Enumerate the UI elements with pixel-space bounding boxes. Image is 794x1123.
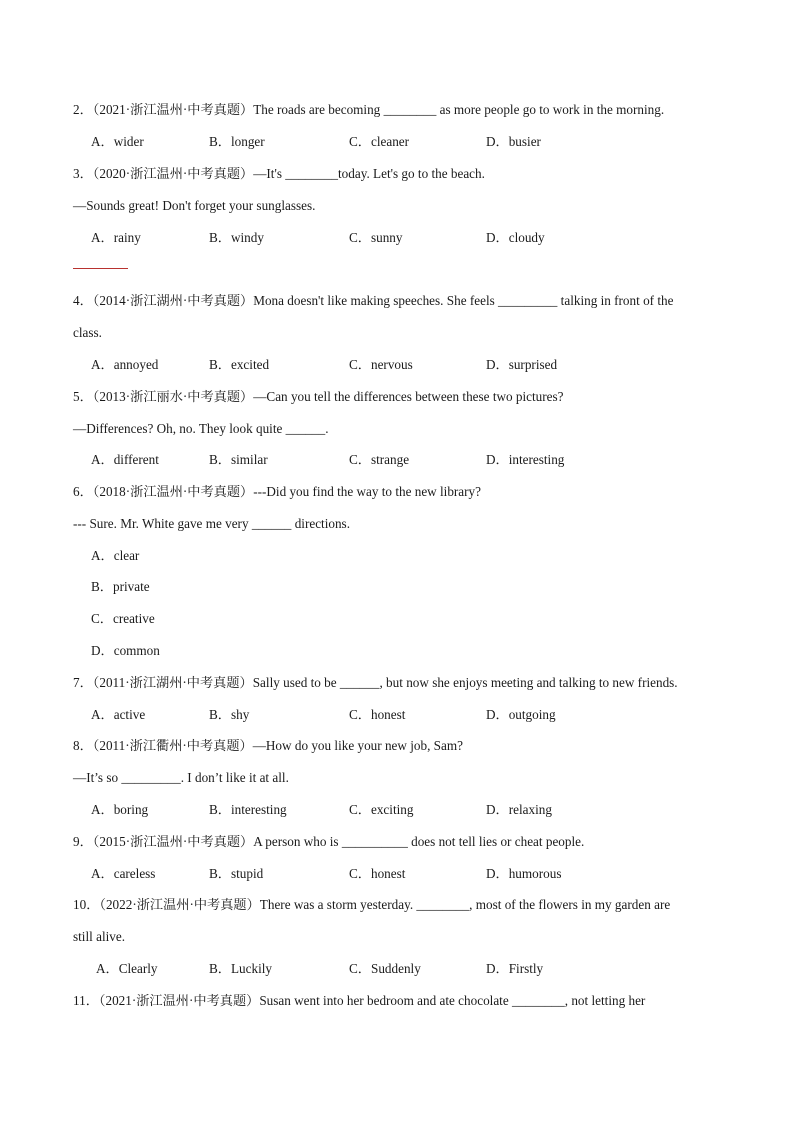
option-a: A．annoyed — [91, 357, 159, 372]
option-c: C．creative — [91, 611, 155, 626]
question-10-stem: 10．（2022·浙江温州·中考真题）There was a storm yesterday. ________, most of the flowers in my garden are — [73, 897, 671, 912]
option-c: C．Suddenly — [349, 961, 421, 976]
option-c: C．strange — [349, 452, 410, 467]
question-11-stem: 11．（2021·浙江温州·中考真题）Susan went into her bedroom and ate chocolate ________, not letting her — [73, 993, 646, 1008]
option-d: D．humorous — [486, 866, 562, 881]
question-7-stem: 7．（2011·浙江湖州·中考真题）Sally used to be ______, but now she enjoys meeting and talking to new friends. — [73, 675, 678, 690]
option-a: A．clear — [91, 548, 140, 563]
option-d: D．cloudy — [486, 230, 545, 245]
option-b: B．shy — [209, 707, 250, 722]
question-8-stem: 8．（2011·浙江衢州·中考真题）—How do you like your new job, Sam? — [73, 738, 463, 753]
option-b: B．longer — [209, 134, 265, 149]
option-d: D．surprised — [486, 357, 558, 372]
option-a: A．active — [91, 707, 146, 722]
option-a: A．different — [91, 452, 159, 467]
option-c: C．cleaner — [349, 134, 410, 149]
question-6-stem-line2: --- Sure. Mr. White gave me very ______ directions. — [73, 516, 350, 531]
question-2-stem: 2．（2021·浙江温州·中考真题）The roads are becoming ________ as more people go to work in the morning. — [73, 102, 665, 117]
question-5-stem-line2: —Differences? Oh, no. They look quite ______. — [73, 421, 329, 436]
option-b: B．similar — [209, 452, 268, 467]
option-c: C．exciting — [349, 802, 414, 817]
question-3-stem: 3．（2020·浙江温州·中考真题）—It's ________today. Let's go to the beach. — [73, 166, 485, 181]
option-b: B．interesting — [209, 802, 287, 817]
option-d: D．Firstly — [486, 961, 544, 976]
option-d: D．outgoing — [486, 707, 556, 722]
option-c: C．nervous — [349, 357, 413, 372]
question-10-stem-line2: still alive. — [73, 929, 126, 944]
question-3-stem-line2: —Sounds great! Don't forget your sunglasses. — [73, 198, 316, 213]
question-5-stem: 5．（2013·浙江丽水·中考真题）—Can you tell the differences between these two pictures? — [73, 389, 564, 404]
option-c: C．honest — [349, 866, 406, 881]
option-a: A．rainy — [91, 230, 141, 245]
option-b: B．stupid — [209, 866, 264, 881]
option-d: D．common — [91, 643, 160, 658]
option-a: A．Clearly — [96, 961, 158, 976]
question-4-stem: 4．（2014·浙江湖州·中考真题）Mona doesn't like making speeches. She feels _________ talking in front of the — [73, 293, 674, 308]
option-c: C．sunny — [349, 230, 403, 245]
option-b: B．private — [91, 579, 150, 594]
question-8-stem-line2: —It’s so _________. I don’t like it at all. — [73, 770, 289, 785]
question-9-stem: 9．（2015·浙江温州·中考真题）A person who is __________ does not tell lies or cheat people. — [73, 834, 585, 849]
option-b: B．excited — [209, 357, 270, 372]
option-c: C．honest — [349, 707, 406, 722]
option-a: A．careless — [91, 866, 156, 881]
question-6-stem: 6．（2018·浙江温州·中考真题）---Did you find the way to the new library? — [73, 484, 481, 499]
red-divider-line — [73, 268, 128, 269]
option-b: B．windy — [209, 230, 264, 245]
option-d: D．relaxing — [486, 802, 552, 817]
option-a: A．boring — [91, 802, 149, 817]
question-4-stem-line2: class. — [73, 325, 102, 340]
option-d: D．busier — [486, 134, 541, 149]
option-b: B．Luckily — [209, 961, 273, 976]
option-d: D．interesting — [486, 452, 565, 467]
option-a: A．wider — [91, 134, 144, 149]
